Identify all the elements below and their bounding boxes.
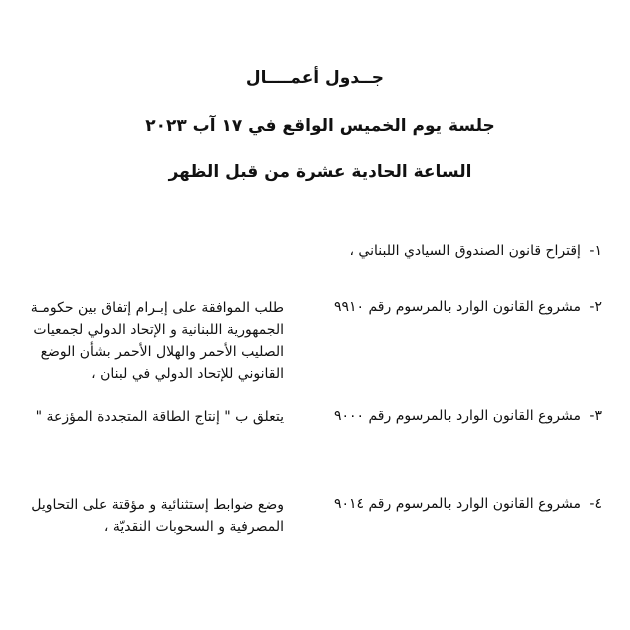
item-number: ٣- [589, 408, 602, 424]
agenda-item-1 [349, 243, 602, 259]
agenda-item-2-description [31, 297, 284, 385]
item-number: ٤- [589, 496, 602, 512]
description-line: الصليب الأحمر والهلال الأحمر بشأن الوضع [40, 344, 284, 360]
agenda-item-4-description [31, 494, 284, 538]
description-line: يتعلق ب " إنتاج الطاقة المتجددة المؤزعة " [35, 409, 284, 425]
description-line: القانوني للإتحاد الدولي في لبنان ، [91, 366, 284, 382]
agenda-item-3-description [36, 406, 284, 428]
description-line: المصرفية و السحوبات النقديّة ، [103, 519, 284, 535]
description-line: وضع ضوابط إستثنائية و مؤقتة على التحاويل [31, 497, 284, 513]
agenda-item-4 [334, 496, 602, 512]
session-date: جلسة يوم الخميس الواقع في ١٧ آب ٢٠٢٣ [145, 116, 495, 136]
agenda-title: جــدول أعمــــال [245, 68, 385, 88]
item-text: مشروع القانون الوارد بالمرسوم رقم ٩٠١٤ [333, 496, 581, 512]
session-time: الساعة الحادية عشرة من قبل الظهر [168, 162, 472, 182]
item-text: مشروع القانون الوارد بالمرسوم رقم ٩٩١٠ [333, 299, 581, 315]
agenda-item-2 [334, 299, 602, 315]
item-number: ٢- [589, 299, 602, 315]
item-text: إقتراح قانون الصندوق السيادي اللبناني ، [349, 243, 581, 259]
description-line: طلب الموافقة على إبـرام إتفاق بين حكومـة [30, 300, 284, 316]
agenda-item-3 [334, 408, 602, 424]
item-number: ١- [589, 243, 602, 259]
item-text: مشروع القانون الوارد بالمرسوم رقم ٩٠٠٠ [333, 408, 581, 424]
description-line: الجمهورية اللبنانية و الإتحاد الدولي لجمعيات [33, 322, 284, 338]
